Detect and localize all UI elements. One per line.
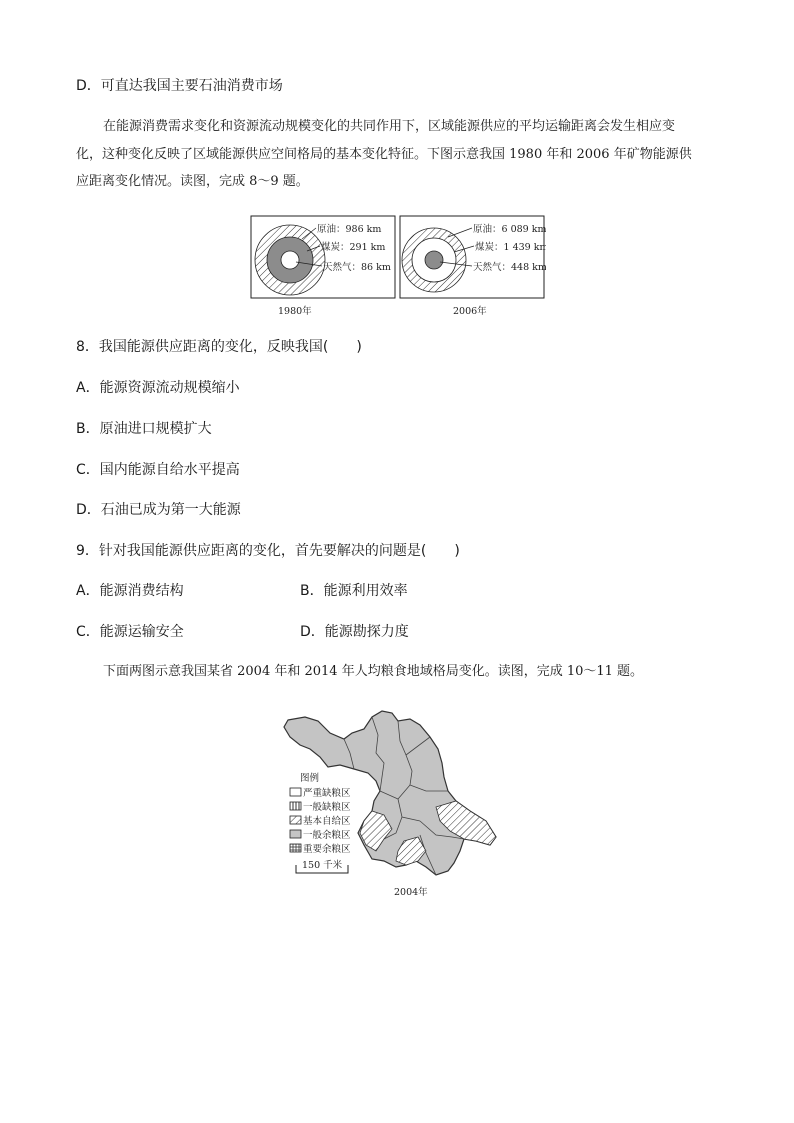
label-oil-1980: 原油：986 km — [317, 224, 382, 235]
q9-option-c[interactable]: C．能源运输安全 — [76, 624, 184, 640]
caption-1980: 1980年 — [278, 306, 312, 317]
scale-label: 150 千米 — [302, 860, 343, 871]
legend-label-important-surplus: 重要余粮区 — [303, 844, 351, 855]
label-oil-2006: 原油：6 089 km — [473, 224, 546, 235]
panel-2006 — [400, 216, 546, 298]
q9-option-b[interactable]: B．能源利用效率 — [300, 583, 408, 599]
passage2: 下面两图示意我国某省 2004 年和 2014 年人均粮食地域格局变化。读图，完成 10～11 题。 — [103, 664, 644, 679]
panel-1980 — [251, 216, 395, 298]
caption-2004: 2004年 — [394, 887, 428, 898]
q8-option-d[interactable]: D．石油已成为第一大能源 — [76, 502, 241, 518]
q8-option-c[interactable]: C．国内能源自给水平提高 — [76, 462, 240, 478]
q9-option-a[interactable]: A．能源消费结构 — [76, 583, 184, 599]
label-gas-1980: 天然气：86 km — [323, 262, 391, 273]
q9-stem: 9．针对我国能源供应距离的变化，首先要解决的问题是( ) — [76, 543, 460, 559]
q8-stem: 8．我国能源供应距离的变化，反映我国( ) — [76, 339, 362, 355]
legend-swatch-general-surplus — [290, 830, 301, 838]
q8-option-a[interactable]: A．能源资源流动规模缩小 — [76, 380, 240, 396]
q9-option-d[interactable]: D．能源勘探力度 — [300, 624, 409, 640]
map-legend — [290, 772, 351, 873]
legend-swatch-important-surplus — [290, 844, 301, 852]
legend-swatch-self-sufficient — [290, 816, 301, 824]
label-gas-2006: 天然气：448 km — [473, 262, 546, 273]
legend-label-general-deficit: 一般缺粮区 — [303, 802, 351, 813]
passage1-line1: 在能源消费需求变化和资源流动规模变化的共同作用下，区域能源供应的平均运输距离会发生相应变 — [103, 119, 676, 134]
q7-option-d: D．可直达我国主要石油消费市场 — [76, 78, 283, 94]
label-coal-1980: 煤炭：291 km — [321, 242, 386, 253]
label-coal-2006: 煤炭：1 439 km — [475, 242, 546, 253]
passage1-line2: 化，这种变化反映了区域能源供应空间格局的基本变化特征。下图示意我国 1980 年和 2006 年矿物能源供 — [76, 147, 692, 162]
legend-title: 图例 — [300, 773, 320, 784]
gas-ring-1980 — [281, 251, 299, 269]
legend-swatch-severe — [290, 788, 301, 796]
legend-label-self-sufficient: 基本自给区 — [303, 816, 351, 827]
legend-label-general-surplus: 一般余粮区 — [303, 830, 351, 841]
caption-2006: 2006年 — [453, 306, 487, 317]
province-grain-map — [280, 705, 505, 900]
passage1-line3: 应距离变化情况。读图，完成 8～9 题。 — [76, 174, 309, 189]
gas-ring-2006 — [425, 251, 443, 269]
legend-label-severe: 严重缺粮区 — [303, 788, 351, 799]
legend-swatch-general-deficit — [290, 802, 301, 810]
q8-option-b[interactable]: B．原油进口规模扩大 — [76, 421, 212, 437]
